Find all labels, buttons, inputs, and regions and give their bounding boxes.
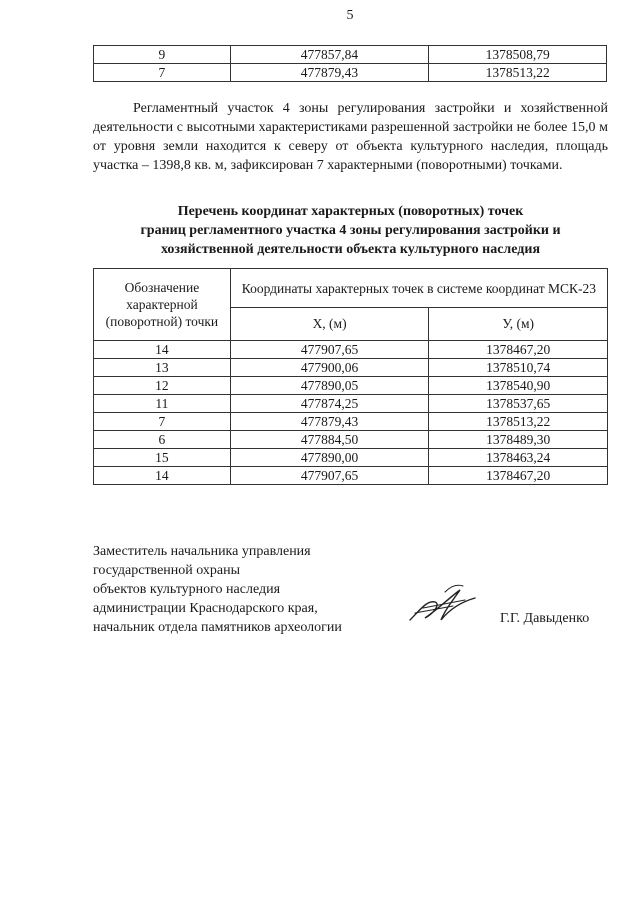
signatory-position xyxy=(93,542,383,637)
table-row xyxy=(94,467,608,485)
zone-description: Регламентный участок 4 зоны регулирования застройки и хозяйственной деятельности с высотными характеристиками разрешенной застройки не более 15,0 м от уровня земли находится к северу от объекта культурного наследия, площадь участка – 1398,8 кв. м, зафиксирован 7 характерными (поворотными) точками. xyxy=(93,101,608,173)
y-coordinate-cell: 1378513,22 xyxy=(429,64,607,82)
coordinates-table xyxy=(93,268,608,485)
y-coordinate-cell: 1378489,30 xyxy=(429,431,608,449)
y-coordinate-cell: 1378510,74 xyxy=(429,359,608,377)
point-designation-header: Обозначение характерной (поворотной) точки xyxy=(94,269,231,341)
point-number-cell: 14 xyxy=(94,341,231,359)
position-line: администрации Краснодарского края, xyxy=(93,601,318,616)
table-row xyxy=(94,395,608,413)
table-row xyxy=(94,359,608,377)
table-row xyxy=(94,431,608,449)
x-coordinate-cell: 477890,05 xyxy=(230,377,429,395)
x-coordinate-cell: 477874,25 xyxy=(230,395,429,413)
handwritten-signature xyxy=(405,580,480,630)
title-line: Перечень координат характерных (поворотных) точек xyxy=(177,204,524,219)
x-coordinate-cell: 477884,50 xyxy=(230,431,429,449)
x-coordinate-cell: 477879,43 xyxy=(230,413,429,431)
y-coordinate-cell: 1378467,20 xyxy=(429,467,608,485)
y-coordinate-cell: 1378508,79 xyxy=(429,46,607,64)
page-number: 5 xyxy=(346,8,354,23)
x-column-header: Х, (м) xyxy=(230,308,429,341)
x-coordinate-cell: 477907,65 xyxy=(230,467,429,485)
continued-coordinates-table xyxy=(93,45,607,82)
x-coordinate-cell: 477890,00 xyxy=(230,449,429,467)
point-number-cell: 15 xyxy=(94,449,231,467)
point-number-cell: 6 xyxy=(94,431,231,449)
y-coordinate-cell: 1378540,90 xyxy=(429,377,608,395)
y-coordinate-cell: 1378537,65 xyxy=(429,395,608,413)
position-line: объектов культурного наследия xyxy=(93,582,281,597)
point-number-cell: 12 xyxy=(94,377,231,395)
table-row xyxy=(94,46,607,64)
y-coordinate-cell: 1378463,24 xyxy=(429,449,608,467)
point-number-cell: 7 xyxy=(94,64,231,82)
position-line: государственной охраны xyxy=(93,563,241,578)
point-number-cell: 11 xyxy=(94,395,231,413)
x-coordinate-cell: 477879,43 xyxy=(230,64,429,82)
x-coordinate-cell: 477907,65 xyxy=(230,341,429,359)
x-coordinate-cell: 477857,84 xyxy=(230,46,429,64)
coordinate-system-header: Координаты характерных точек в системе координат МСК-23 xyxy=(230,269,607,308)
point-number-cell: 9 xyxy=(94,46,231,64)
y-coordinate-cell: 1378467,20 xyxy=(429,341,608,359)
position-line: Заместитель начальника управления xyxy=(93,544,311,559)
table-row xyxy=(94,449,608,467)
point-number-cell: 13 xyxy=(94,359,231,377)
table-row xyxy=(94,413,608,431)
title-line: хозяйственной деятельности объекта культурного наследия xyxy=(160,242,541,257)
y-coordinate-cell: 1378513,22 xyxy=(429,413,608,431)
coordinates-list-title xyxy=(93,202,608,259)
point-number-cell: 14 xyxy=(94,467,231,485)
point-number-cell: 7 xyxy=(94,413,231,431)
coordinates-table-body xyxy=(94,341,608,485)
signer-name: Г.Г. Давыденко xyxy=(500,611,590,626)
table-row xyxy=(94,64,607,82)
position-line: начальник отдела памятников археологии xyxy=(93,620,342,635)
table-row xyxy=(94,341,608,359)
title-line: границ регламентного участка 4 зоны регулирования застройки и xyxy=(140,223,561,238)
continued-coordinates-body xyxy=(94,46,607,82)
y-column-header: У, (м) xyxy=(429,308,608,341)
x-coordinate-cell: 477900,06 xyxy=(230,359,429,377)
table-row xyxy=(94,377,608,395)
